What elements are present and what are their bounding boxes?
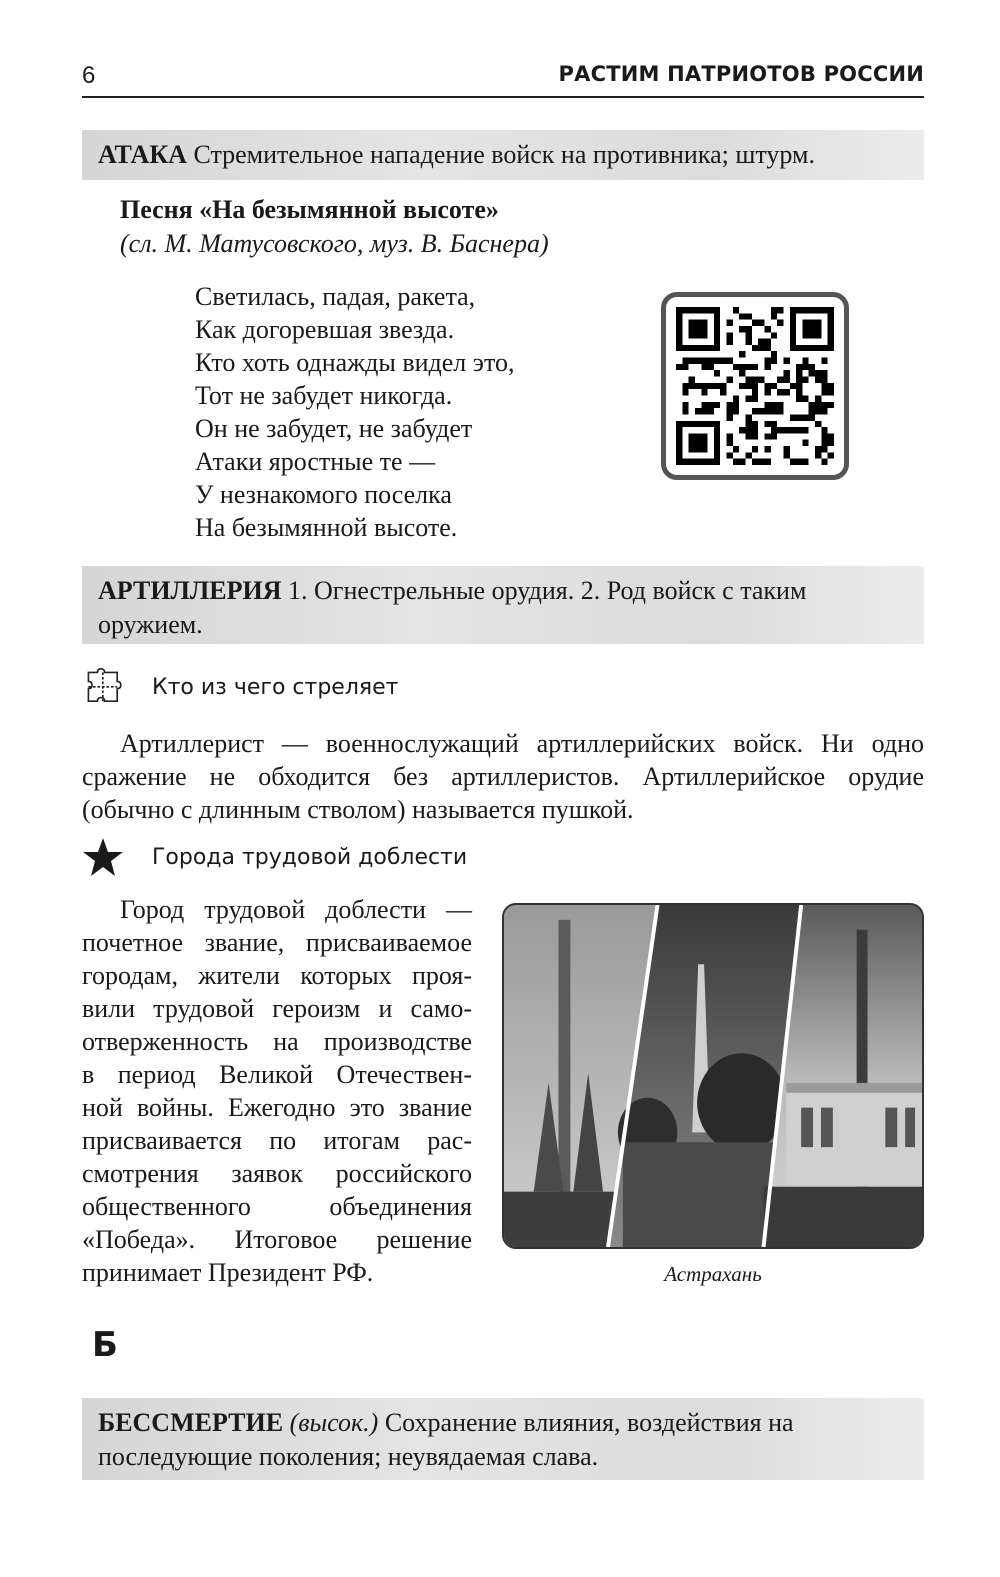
lyric-line: Тот не забудет никогда. <box>195 381 453 410</box>
text-line: присваивается по итогам рас- <box>82 1126 472 1155</box>
song-title: Песня «На безымянной высоте» <box>120 195 499 224</box>
lyric-line: Кто хоть однажды видел это, <box>195 348 515 377</box>
subheading-label: Города трудовой доблести <box>152 844 468 870</box>
text-line: «Победа». Итоговое решение <box>82 1225 472 1254</box>
text-line: отверженность на производстве <box>82 1027 472 1056</box>
paragraph-artillerist <box>82 727 924 826</box>
text-line: городам, жители которых проя- <box>82 961 472 990</box>
qr-code-icon <box>676 307 834 465</box>
term-bessmertie: БЕССМЕРТИЕ <box>98 1408 284 1437</box>
song-lyrics <box>195 280 514 544</box>
term-artilleriya: АРТИЛЛЕРИЯ <box>98 576 282 605</box>
subheading-cities <box>82 836 468 878</box>
puzzle-icon <box>82 666 124 708</box>
page-number: 6 <box>82 62 96 89</box>
song-credit: (сл. М. Матусовского, муз. В. Баснера) <box>120 229 549 258</box>
paragraph-cities <box>82 893 472 1289</box>
section-letter: Б <box>92 1325 118 1365</box>
text-line: Город трудовой доблести — <box>120 895 472 924</box>
text-line: в период Великой Отечествен- <box>82 1060 472 1089</box>
lyric-line: У незнакомого поселка <box>195 480 452 509</box>
term-ataka: АТАКА <box>98 140 187 169</box>
photo-collage-astrakhan <box>502 903 924 1249</box>
subheading-who-fires <box>82 666 399 708</box>
lyric-line: Светилась, падая, ракета, <box>195 282 476 311</box>
star-icon <box>82 836 124 878</box>
qr-code[interactable] <box>661 292 849 480</box>
running-title: РАСТИМ ПАТРИОТОВ РОССИИ <box>558 62 924 86</box>
text-line: почетное звание, присваиваемое <box>82 928 472 957</box>
text-line: вили трудовой героизм и само- <box>82 994 472 1023</box>
text-line: общественного объединения <box>82 1192 472 1221</box>
entry-ataka <box>82 130 924 180</box>
lyric-line: На безымянной высоте. <box>195 513 458 542</box>
text-line: (обычно с длинным стволом) называется пушкой. <box>82 795 634 824</box>
entry-artilleriya <box>82 566 924 644</box>
definition-artilleriya: 1. Огнестрельные орудия. 2. Род войск с таким оружием. <box>98 576 807 639</box>
lyric-line: Он не забудет, не забудет <box>195 414 473 443</box>
lyric-line: Как догоревшая звезда. <box>195 315 455 344</box>
text-line: сражение не обходится без артиллеристов. Артиллерийское орудие <box>82 762 924 791</box>
subheading-label: Кто из чего стреляет <box>152 674 399 700</box>
text-line: принимает Президент РФ. <box>82 1258 374 1287</box>
photo-caption: Астрахань <box>664 1262 762 1286</box>
text-line: Артиллерист — военнослужащий артиллерийских войск. Ни одно <box>120 729 924 758</box>
definition-ataka: Стремительное нападение войск на противника; штурм. <box>186 140 815 169</box>
entry-bessmertie <box>82 1398 924 1480</box>
text-line: смотрения заявок российского <box>82 1159 472 1188</box>
text-line: ной войны. Ежегодно это звание <box>82 1093 472 1122</box>
page-header <box>82 58 924 98</box>
note-bessmertie: (высок.) <box>283 1408 379 1437</box>
definition-bessmertie: Сохранение влияния, воздействия на последующие поколения; неувядаемая слава. <box>98 1408 794 1471</box>
lyric-line: Атаки яростные те — <box>195 447 436 476</box>
